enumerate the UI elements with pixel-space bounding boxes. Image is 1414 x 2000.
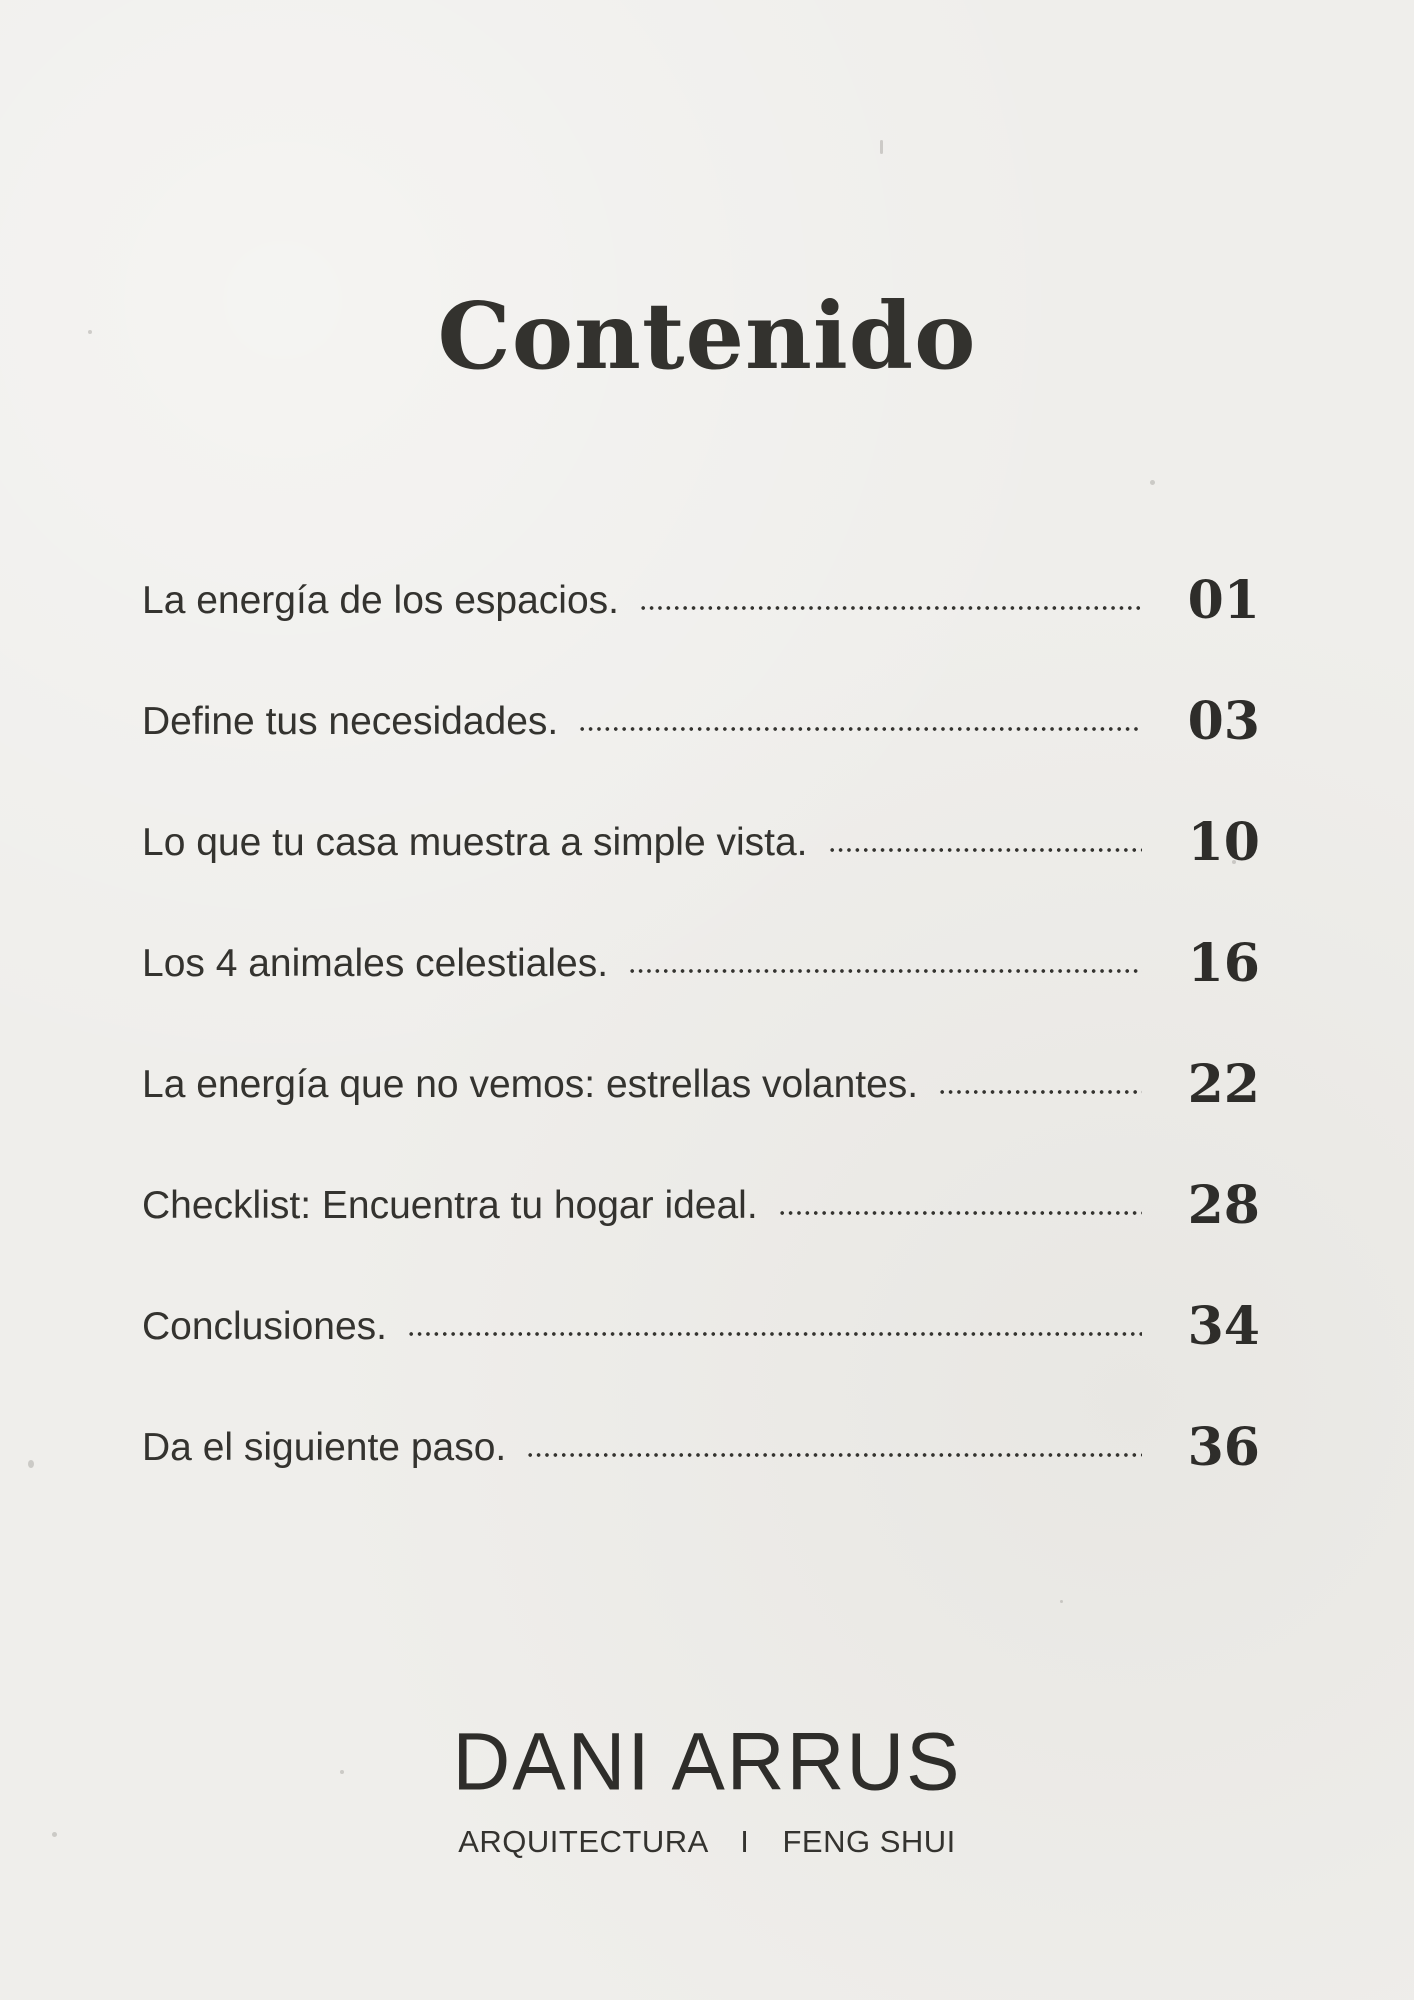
toc-entry-label: Lo que tu casa muestra a simple vista. xyxy=(142,820,808,864)
brand-tagline-left: ARQUITECTURA xyxy=(458,1824,708,1859)
toc-entry-label: Conclusiones. xyxy=(142,1304,387,1348)
dot-leader xyxy=(778,1211,1142,1215)
toc-entry-label: La energía que no vemos: estrellas volantes. xyxy=(142,1062,919,1106)
toc-entry[interactable] xyxy=(142,1266,1260,1387)
toc-entry-page: 01 xyxy=(1187,570,1260,631)
toc-entry[interactable] xyxy=(142,540,1260,661)
brand-tagline-right: FENG SHUI xyxy=(782,1824,956,1859)
dot-leader xyxy=(938,1090,1142,1094)
page-title: Contenido xyxy=(437,281,977,390)
dot-leader xyxy=(526,1453,1142,1457)
brand-name: DANI ARRUS xyxy=(452,1716,962,1807)
brand-tagline-separator: I xyxy=(740,1824,750,1859)
toc-entry-page: 22 xyxy=(1187,1054,1260,1115)
paper-speck xyxy=(1060,1600,1063,1603)
toc-entry[interactable] xyxy=(142,782,1260,903)
paper-speck xyxy=(1150,480,1155,485)
toc-entry-page: 36 xyxy=(1187,1417,1260,1478)
brand-tagline xyxy=(0,1824,1414,1860)
toc-entry-page: 16 xyxy=(1187,933,1260,994)
dot-leader xyxy=(639,606,1142,610)
toc-entry[interactable] xyxy=(142,903,1260,1024)
toc-entry[interactable] xyxy=(142,1024,1260,1145)
toc-entry[interactable] xyxy=(142,1145,1260,1266)
toc-entry-label: Checklist: Encuentra tu hogar ideal. xyxy=(142,1183,758,1227)
toc-entry-label: Define tus necesidades. xyxy=(142,699,559,743)
paper-speck xyxy=(28,1460,34,1468)
toc-entry-page: 03 xyxy=(1187,691,1260,752)
toc-entry[interactable] xyxy=(142,661,1260,782)
dot-leader xyxy=(578,727,1142,731)
paper-speck xyxy=(880,140,883,154)
toc-entry-page: 10 xyxy=(1187,812,1260,873)
dot-leader xyxy=(828,848,1143,852)
brand-logo xyxy=(0,1716,1414,1860)
dot-leader xyxy=(407,1332,1142,1336)
toc-entry-page: 34 xyxy=(1187,1296,1260,1357)
toc-entry-label: La energía de los espacios. xyxy=(142,578,619,622)
toc-entry-page: 28 xyxy=(1187,1175,1260,1236)
toc-entry-label: Da el siguiente paso. xyxy=(142,1425,507,1469)
dot-leader xyxy=(628,969,1142,973)
table-of-contents xyxy=(142,540,1260,1508)
toc-entry[interactable] xyxy=(142,1387,1260,1508)
toc-entry-label: Los 4 animales celestiales. xyxy=(142,941,609,985)
